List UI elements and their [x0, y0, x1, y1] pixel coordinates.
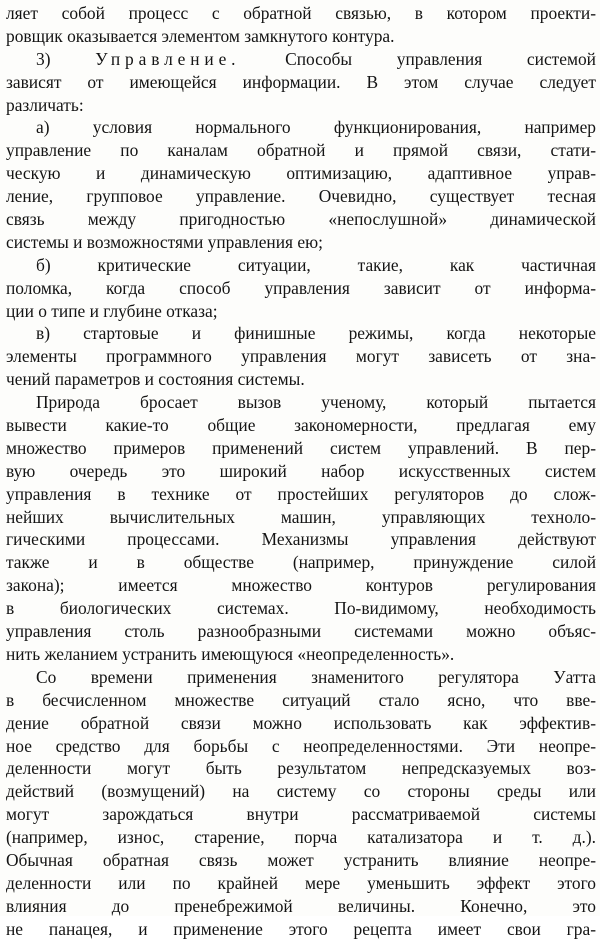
text-line: различать:: [6, 94, 84, 115]
text-line: управление по каналам обратной и прямой связи, стати-: [6, 140, 596, 161]
text-line: нить желанием устранить имеющуюся «неопределенность».: [6, 643, 455, 664]
text-line: дение обратной связи можно использовать как эффектив-: [6, 712, 596, 733]
text-line: влияния до пренебрежимой величины. Конечно, это: [6, 895, 596, 916]
text-line: деленности или по крайней мере уменьшить эффект этого: [6, 872, 596, 893]
text-line: элементы программного управления могут зависеть от зна-: [6, 346, 596, 367]
text-line: системы и возможностями управления ею;: [6, 231, 323, 252]
text-line: закона); имеется множество контуров регулирования: [6, 575, 596, 596]
text-line: а) условия нормального функционирования, например: [36, 117, 596, 138]
text-line: ческую и динамическую оптимизацию, адаптивное управ-: [6, 163, 596, 184]
text-line: управления столь разнообразными системами можно объяс-: [6, 621, 596, 642]
text-line: зависят от имеющейся информации. В этом случае следует: [6, 71, 596, 92]
text-line: управления в технике от простейших регуляторов до слож-: [6, 483, 596, 504]
text-line: (например, износ, старение, порча катализатора и т. д.).: [6, 827, 596, 848]
emphasized-term: Управление.: [95, 48, 241, 69]
text-line: множество примеров применений систем управлений. В пер-: [6, 437, 596, 458]
text-line: связь между пригодностью «непослушной» динамической: [6, 209, 596, 230]
text-line: действий (возмущений) на систему со стороны среды или: [6, 781, 596, 802]
text-line: чений параметров и состояния системы.: [6, 369, 305, 390]
text-line: поломка, когда способ управления зависит от информа-: [6, 277, 596, 298]
text-line: деленности могут быть результатом непредсказуемых воз-: [6, 758, 596, 779]
text-line: ровщик оказывается элементом замкнутого контура.: [6, 25, 395, 46]
text-line: вывести какие-то общие закономерности, предлагая ему: [6, 415, 596, 436]
text-line: ление, групповое управление. Очевидно, существует тесная: [6, 186, 596, 207]
text-line: Природа бросает вызов ученому, который пытается: [36, 392, 596, 413]
text-line: в биологических системах. По-видимому, необходимость: [6, 598, 596, 619]
text-line: ции о типе и глубине отказа;: [6, 300, 218, 321]
item-number: 3): [36, 48, 96, 69]
text-line: ляет собой процесс с обратной связью, в котором проекти-: [6, 3, 596, 23]
text-line: в бесчисленном множестве ситуаций стало ясно, что вве-: [6, 689, 596, 710]
text-line: Обычная обратная связь может устранить влияние неопре-: [6, 849, 596, 870]
text-line: также и в обществе (например, принуждение силой: [6, 552, 596, 573]
text-line: б) критические ситуации, такие, как частичная: [36, 254, 596, 275]
text-line: ное средство для борьбы с неопределенностями. Эти неопре-: [6, 735, 596, 756]
text-line: [6, 48, 596, 71]
text-line: могут зарождаться внутри рассматриваемой системы: [6, 804, 596, 825]
text-line: в) стартовые и финишные режимы, когда некоторые: [36, 323, 596, 344]
text-line: Со времени применения знаменитого регулятора Уатта: [36, 666, 596, 687]
text-line: не панацея, и применение этого рецепта имеет свои гра-: [6, 918, 596, 939]
line-rest: Способы управления системой: [240, 48, 596, 69]
text-line: нейших вычислительных машин, управляющих техноло-: [6, 506, 596, 527]
text-line: вую очередь это широкий набор искусственных систем: [6, 460, 596, 481]
text-line: гическими процессами. Механизмы управления действуют: [6, 529, 596, 550]
